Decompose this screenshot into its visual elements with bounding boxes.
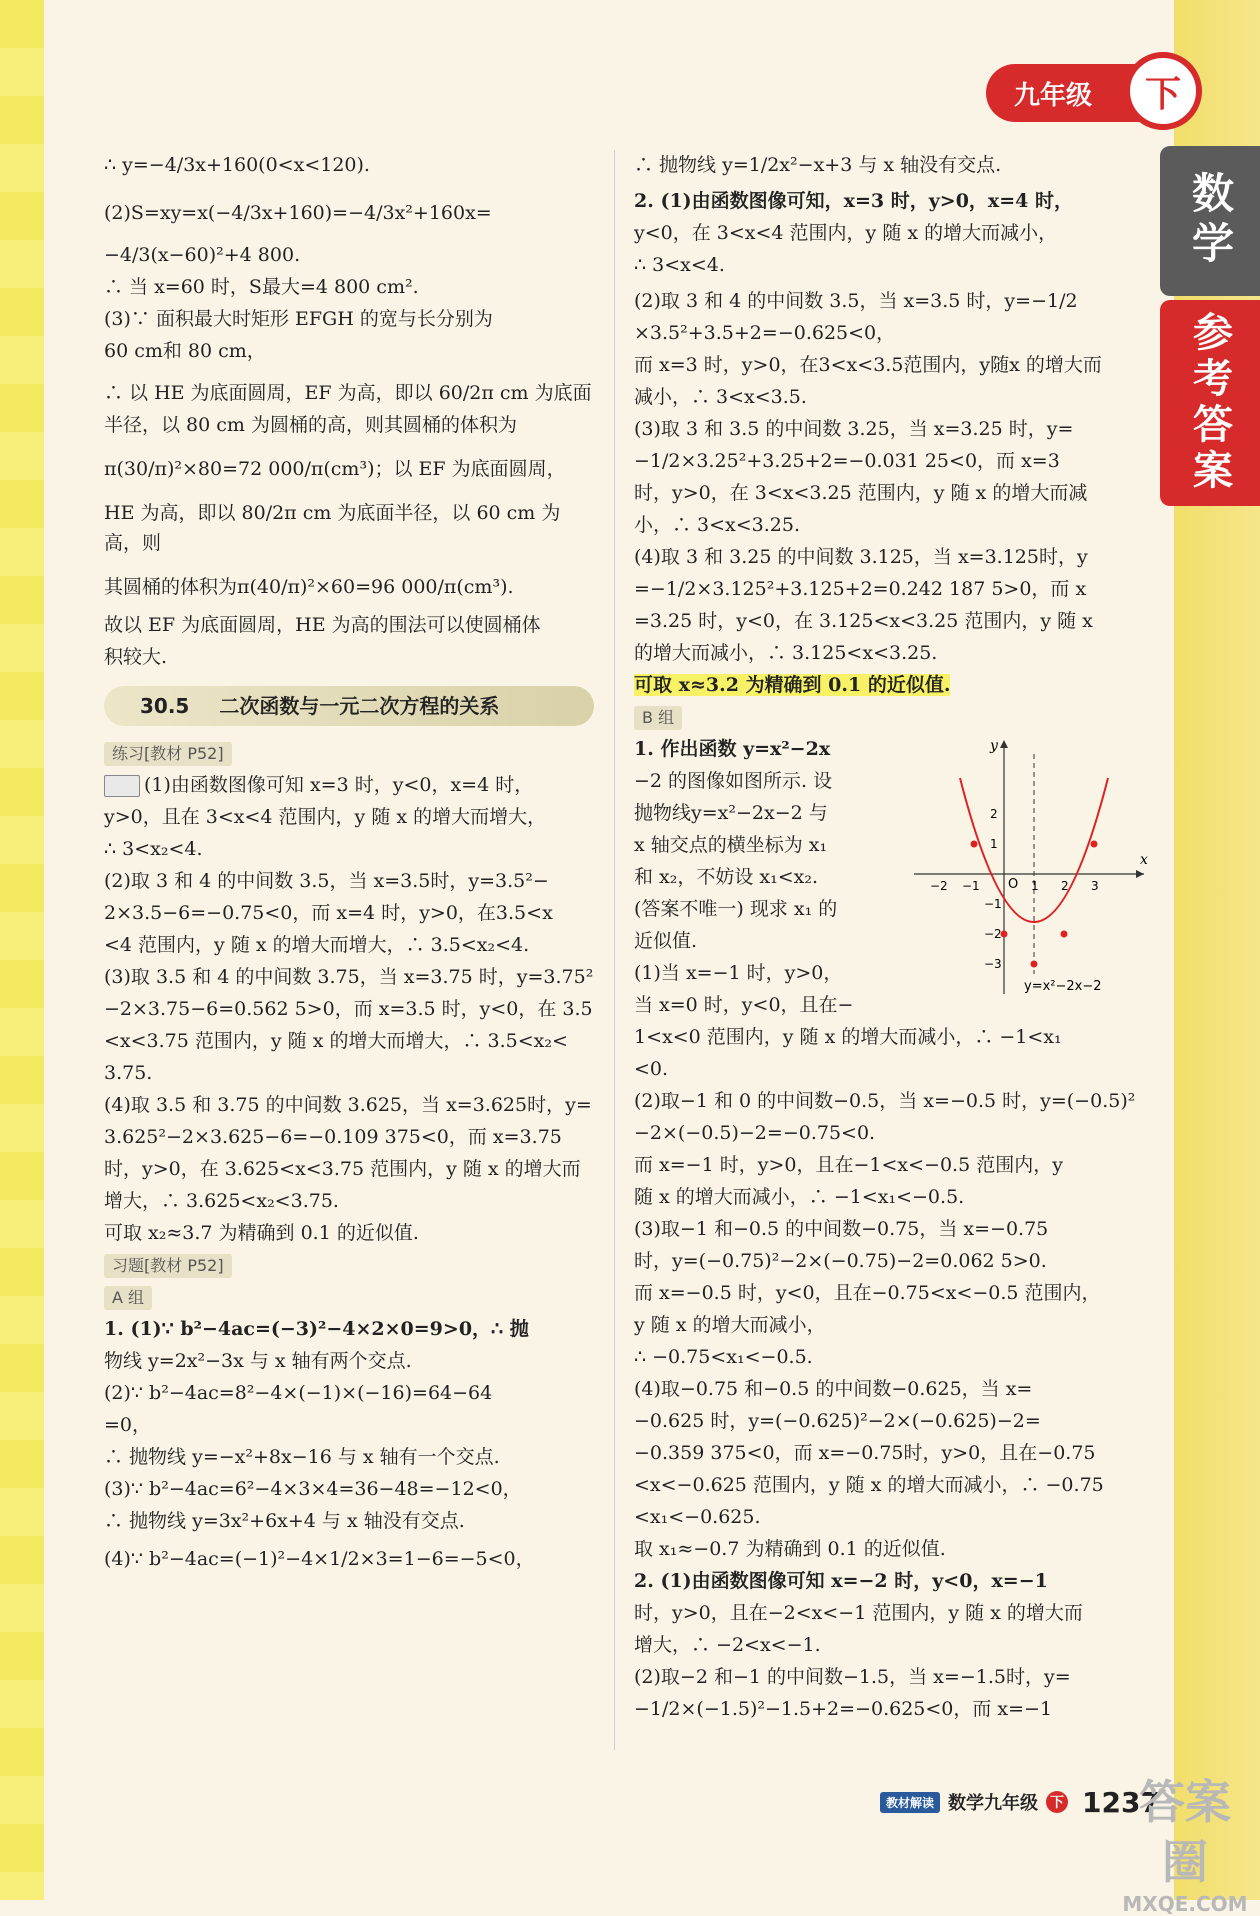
graph-point (1031, 961, 1038, 968)
x-tick-label: 3 (1091, 879, 1099, 893)
y-axis-arrow (1000, 740, 1008, 748)
graph-text (634, 734, 884, 1020)
grade-label: 九年级 (1014, 80, 1093, 111)
subject-tab: 数学 (1160, 146, 1260, 296)
text-line: 的增大而减小，∴ 3.125<x<3.25. (634, 642, 938, 664)
text-line: (3)取 3.5 和 4 的中间数 3.75，当 x=3.75 时，y=3.75² (104, 966, 594, 988)
text-line: 60 cm和 80 cm， (104, 340, 266, 362)
text-line: (2)S=xy=x(−4/3x+160)=−4/3x²+160x= (104, 202, 492, 224)
text-line: 2. (1)由函数图像可知 x=−2 时，y<0，x=−1 (634, 1570, 1048, 1592)
text-line: ∴ 抛物线 y=−x²+8x−16 与 x 轴有一个交点. (104, 1446, 500, 1468)
section-banner (104, 686, 594, 726)
text-line: 其圆桶的体积为π(40/π)²×60=96 000/π(cm³). (104, 576, 514, 598)
watermark (1120, 1772, 1250, 1916)
left-column (104, 150, 594, 1576)
text-line: (4)取−0.75 和−0.5 的中间数−0.625，当 x= (634, 1378, 1033, 1400)
text-line: 积较大. (104, 646, 168, 668)
footer-text: 数学九年级 (948, 1793, 1039, 1814)
x-axis-label: x (1140, 852, 1148, 868)
page-edge-left (0, 0, 44, 1900)
text-line: (3)∵ b²−4ac=6²−4×3×4=36−48=−12<0， (104, 1478, 522, 1500)
text-line: <x<−0.625 范围内，y 随 x 的增大而减小，∴ −0.75 (634, 1474, 1104, 1496)
text-line: (2)∵ b²−4ac=8²−4×(−1)×(−16)=64−64 (104, 1382, 493, 1404)
text-line: −2×3.75−6=0.562 5>0，而 x=3.5 时，y<0，在 3.5 (104, 998, 593, 1020)
text-line: ∴ −0.75<x₁<−0.5. (634, 1346, 813, 1368)
text-line: <0. (634, 1058, 669, 1080)
text-line: 2×3.5−6=−0.75<0，而 x=4 时，y>0，在3.5<x (104, 902, 553, 924)
text-line: 可取 x₂≈3.7 为精确到 0.1 的近似值. (104, 1222, 419, 1244)
text-line: 半径，以 80 cm 为圆桶的高，则其圆桶的体积为 (104, 414, 517, 436)
text-line: 而 x=−0.5 时，y<0，且在−0.75<x<−0.5 范围内， (634, 1282, 1101, 1304)
text-line: HE 为高，即以 80/2π cm 为底面半径，以 60 cm 为高，则 (104, 502, 561, 554)
right-column (634, 150, 1154, 1726)
text-line: 取 x₁≈−0.7 为精确到 0.1 的近似值. (634, 1538, 946, 1560)
x-tick-label: 2 (1061, 879, 1069, 893)
text-line: 减小，∴ 3<x<3.5. (634, 386, 807, 408)
column-divider (614, 150, 615, 1750)
text-line: 小，∴ 3<x<3.25. (634, 514, 801, 536)
watermark-logo: 答案圈 (1139, 1775, 1231, 1889)
text-line: 而 x=3 时，y>0，在3<x<3.5范围内，y随x 的增大而 (634, 354, 1102, 376)
text-line: 3.625²−2×3.625−6=−0.109 375<0，而 x=3.75 (104, 1126, 562, 1148)
text-line: 和 x₂，不妨设 x₁<x₂. (634, 866, 819, 888)
text-line: 1. 作出函数 y=x²−2x (634, 738, 831, 760)
text-line: (4)∵ b²−4ac=(−1)²−4×1/2×3=1−6=−5<0， (104, 1548, 535, 1570)
watermark-url: MXQE.COM (1122, 1892, 1248, 1916)
footer-logo: 教材解读 (880, 1792, 940, 1813)
text-line: (3)取−1 和−0.5 的中间数−0.75，当 x=−0.75 (634, 1218, 1049, 1240)
text-line: 时，y=(−0.75)²−2×(−0.75)−2=0.062 5>0. (634, 1250, 1047, 1272)
text-line: 时，y>0，且在−2<x<−1 范围内，y 随 x 的增大而 (634, 1602, 1083, 1624)
text-line: −2×(−0.5)−2=−0.75<0. (634, 1122, 876, 1144)
text-line: 随 x 的增大而减小，∴ −1<x₁<−0.5. (634, 1186, 965, 1208)
text-line: ×3.5²+3.5+2=−0.625<0， (634, 322, 896, 344)
text-line: −1/2×(−1.5)²−1.5+2=−0.625<0，而 x=−1 (634, 1698, 1053, 1720)
text-line: (2)取 3 和 4 的中间数 3.5，当 x=3.5 时，y=−1/2 (634, 290, 1078, 312)
text-line: <x₁<−0.625. (634, 1506, 761, 1528)
text-line (634, 670, 1154, 700)
text-line: (3)∵ 面积最大时矩形 EFGH 的宽与长分别为 (104, 308, 493, 330)
text-line: 1. (1)∵ b²−4ac=(−3)²−4×2×0=9>0，∴ 抛 (104, 1318, 529, 1340)
exercise-tag: 习题[教材 P52] (104, 1254, 232, 1278)
footer-mark: 下 (1046, 1791, 1068, 1813)
graph-point (1091, 841, 1098, 848)
highlighted-answer: 可取 x≈3.2 为精确到 0.1 的近似值. (634, 674, 951, 696)
function-label: y=x²−2x−2 (1024, 979, 1102, 994)
text-line: ∴ 抛物线 y=3x²+6x+4 与 x 轴没有交点. (104, 1510, 465, 1532)
graph-section (634, 734, 1154, 1020)
text-line: y<0，在 3<x<4 范围内，y 随 x 的增大而减小， (634, 222, 1058, 244)
group-tag: B 组 (634, 706, 682, 730)
text-line: 1<x<0 范围内，y 随 x 的增大而减小，∴ −1<x₁ (634, 1026, 1062, 1048)
text-line: y>0，且在 3<x<4 范围内，y 随 x 的增大而增大， (104, 806, 547, 828)
text-line: (4)取 3.5 和 3.75 的中间数 3.625，当 x=3.625时，y= (104, 1094, 592, 1116)
x-tick-label: 1 (1031, 879, 1039, 893)
text-line: π(30/π)²×80=72 000/π(cm³)；以 EF 为底面圆周， (104, 458, 566, 480)
text-span: (1)由函数图像可知 x=3 时，y<0，x=4 时， (144, 774, 534, 796)
text-line: 增大，∴ 3.625<x₂<3.75. (104, 1190, 339, 1212)
text-line: =3.25 时，y<0，在 3.125<x<3.25 范围内，y 随 x (634, 610, 1093, 632)
text-line: 抛物线y=x²−2x−2 与 (634, 802, 828, 824)
text-line: ∴ y=−4/3x+160(0<x<120). (104, 154, 370, 176)
text-line: 时，y>0，在 3.625<x<3.75 范围内，y 随 x 的增大而 (104, 1158, 581, 1180)
text-line: (2)取−1 和 0 的中间数−0.5，当 x=−0.5 时，y=(−0.5)² (634, 1090, 1136, 1112)
text-line: 而 x=−1 时，y>0，且在−1<x<−0.5 范围内，y (634, 1154, 1063, 1176)
answer-mark (104, 775, 140, 797)
text-line: (2)取−2 和−1 的中间数−1.5，当 x=−1.5时，y= (634, 1666, 1071, 1688)
y-axis-label: y (990, 738, 998, 754)
y-tick-label: −2 (984, 927, 1002, 941)
text-line: −0.625 时，y=(−0.625)²−2×(−0.625)−2= (634, 1410, 1041, 1432)
text-line: 当 x=0 时，y<0，且在− (634, 994, 854, 1016)
text-line: −2 的图像如图所示. 设 (634, 770, 833, 792)
page-number: 1237 (1082, 1785, 1160, 1819)
parabola-graph (904, 734, 1154, 998)
text-line: 物线 y=2x²−3x 与 x 轴有两个交点. (104, 1350, 412, 1372)
x-tick-label: −1 (962, 879, 980, 893)
text-line: ∴ 当 x=60 时，S最大=4 800 cm². (104, 276, 419, 298)
text-line: (答案不唯一) 现求 x₁ 的 (634, 898, 838, 920)
text-line: (1)当 x=−1 时，y>0， (634, 962, 843, 984)
text-line: (2)取 3 和 4 的中间数 3.5，当 x=3.5时，y=3.5²− (104, 870, 549, 892)
y-tick-label: 2 (990, 807, 998, 821)
y-tick-label: −1 (984, 897, 1002, 911)
text-line: =−1/2×3.125²+3.125+2=0.242 187 5>0，而 x (634, 578, 1087, 600)
text-line: (4)取 3 和 3.25 的中间数 3.125，当 x=3.125时，y (634, 546, 1088, 568)
answer-tab: 参考答案 (1160, 300, 1260, 506)
origin-label: O (1008, 877, 1019, 892)
x-tick-label: −2 (930, 879, 948, 893)
text-line: −1/2×3.25²+3.25+2=−0.031 25<0，而 x=3 (634, 450, 1060, 472)
exercise-tag: 练习[教材 P52] (104, 742, 232, 766)
text-line (104, 770, 594, 800)
section-title: 二次函数与一元二次方程的关系 (219, 694, 500, 718)
graph-point (1061, 931, 1068, 938)
text-line: <4 范围内，y 随 x 的增大而增大，∴ 3.5<x₂<4. (104, 934, 530, 956)
text-line: 近似值. (634, 930, 698, 952)
text-line: =0， (104, 1414, 152, 1436)
text-line: 3.75. (104, 1062, 153, 1084)
text-line: 时，y>0，在 3<x<3.25 范围内，y 随 x 的增大而减 (634, 482, 1088, 504)
text-line: ∴ 抛物线 y=1/2x²−x+3 与 x 轴没有交点. (634, 154, 1002, 176)
grade-mark: 下 (1124, 52, 1202, 130)
text-line: 增大，∴ −2<x<−1. (634, 1634, 821, 1656)
y-tick-label: −3 (984, 957, 1002, 971)
text-line: −0.359 375<0，而 x=−0.75时，y>0，且在−0.75 (634, 1442, 1096, 1464)
text-line: ∴ 3<x<4. (634, 254, 725, 276)
text-line: ∴ 以 HE 为底面圆周，EF 为高，即以 60/2π cm 为底面 (104, 382, 592, 404)
text-line: 2. (1)由函数图像可知，x=3 时，y>0，x=4 时， (634, 190, 1073, 212)
text-line: −4/3(x−60)²+4 800. (104, 244, 301, 266)
section-number: 30.5 (140, 694, 190, 718)
group-tag: A 组 (104, 1286, 152, 1310)
y-tick-label: 1 (990, 837, 998, 851)
graph-point (971, 841, 978, 848)
x-axis-arrow (1136, 870, 1144, 878)
text-line: ∴ 3<x₂<4. (104, 838, 203, 860)
text-line: <x<3.75 范围内，y 随 x 的增大而增大，∴ 3.5<x₂< (104, 1030, 568, 1052)
text-line: (3)取 3 和 3.5 的中间数 3.25，当 x=3.25 时，y= (634, 418, 1074, 440)
text-line: x 轴交点的横坐标为 x₁ (634, 834, 828, 856)
text-line: 故以 EF 为底面圆周，HE 为高的围法可以使圆桶体 (104, 614, 541, 636)
text-line: y 随 x 的增大而减小， (634, 1314, 826, 1336)
